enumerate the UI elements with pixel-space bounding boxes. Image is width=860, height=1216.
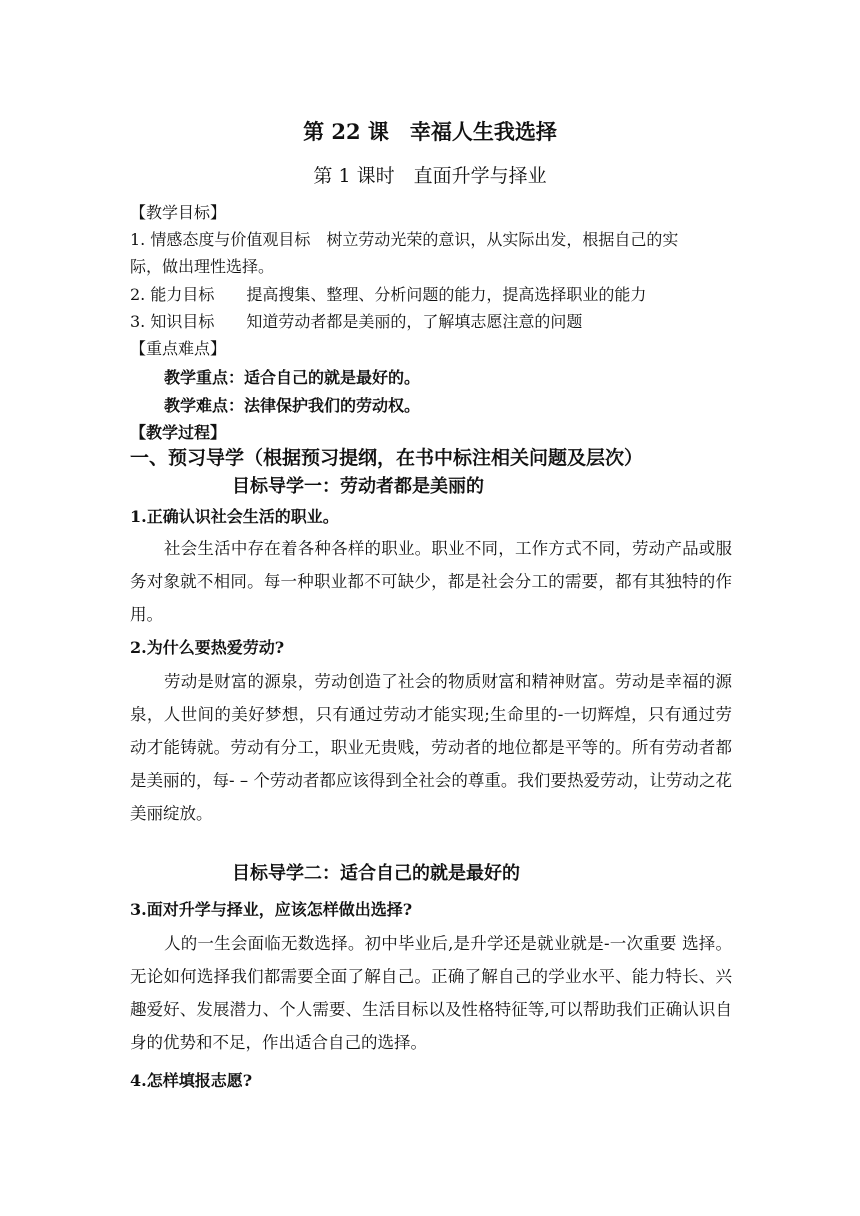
objectives-label: 【教学目标】 xyxy=(130,203,227,222)
objective-1: 1. 情感态度与价值观目标 树立劳动光荣的意识，从实际出发，根据自己的实 xyxy=(130,230,679,249)
question-2: 2.为什么要热爱劳动? xyxy=(130,638,285,657)
objective-2: 2. 能力目标 提高搜集、整理、分析问题的能力，提高选择职业的能力 xyxy=(130,285,647,304)
process-label: 【教学过程】 xyxy=(130,423,227,442)
section1-heading: 目标导学一：劳动者都是美丽的 xyxy=(232,476,484,497)
answer-3: 人的一生会面临无数选择。初中毕业后,是升学还是就业就是-一次重要 选择。无论如何选择我们都需要全面了解自己。正确了解自己的学业水平、能力特长、兴趣爱好、发展潜力、个人需要、生活目标以及性格特征等,可以帮助我们正确认识自身的优势和不足，作出适合自己的选择。 xyxy=(130,934,732,1052)
keypoints-label: 【重点难点】 xyxy=(130,339,227,358)
answer-2: 劳动是财富的源泉，劳动创造了社会的物质财富和精神财富。劳动是幸福的源泉，人世间的美好梦想，只有通过劳动才能实现;生命里的-一切辉煌，只有通过劳动才能铸就。劳动有分工，职业无贵贱，劳动者的地位都是平等的。所有劳动者都是美丽的，每- – 个劳动者都应该得到全社会的尊重。我们要热爱劳动，让劳动之花美丽绽放。 xyxy=(130,672,732,823)
lesson-subtitle: 第 1 课时 直面升学与择业 xyxy=(313,165,547,187)
question-1: 1.正确认识社会生活的职业。 xyxy=(130,507,339,526)
objective-3: 3. 知识目标 知道劳动者都是美丽的，了解填志愿注意的问题 xyxy=(130,312,583,331)
section2-heading: 目标导学二：适合自己的就是最好的 xyxy=(232,863,520,884)
keypoint-focus: 教学重点：适合自己的就是最好的。 xyxy=(164,368,421,387)
question-3: 3.面对升学与择业，应该怎样做出选择? xyxy=(130,900,413,919)
question-4: 4.怎样填报志愿? xyxy=(130,1071,253,1090)
keypoint-difficulty: 教学难点：法律保护我们的劳动权。 xyxy=(164,396,421,415)
lesson-title: 第 22 课 幸福人生我选择 xyxy=(303,119,557,144)
objective-1-cont: 际，做出理性选择。 xyxy=(130,257,275,276)
preview-heading: 一、预习导学（根据预习提纲，在书中标注相关问题及层次） xyxy=(130,447,644,469)
answer-1: 社会生活中存在着各种各样的职业。职业不同，工作方式不同，劳动产品或服务对象就不相同。每一种职业都不可缺少，都是社会分工的需要，都有其独特的作用。 xyxy=(130,539,732,624)
